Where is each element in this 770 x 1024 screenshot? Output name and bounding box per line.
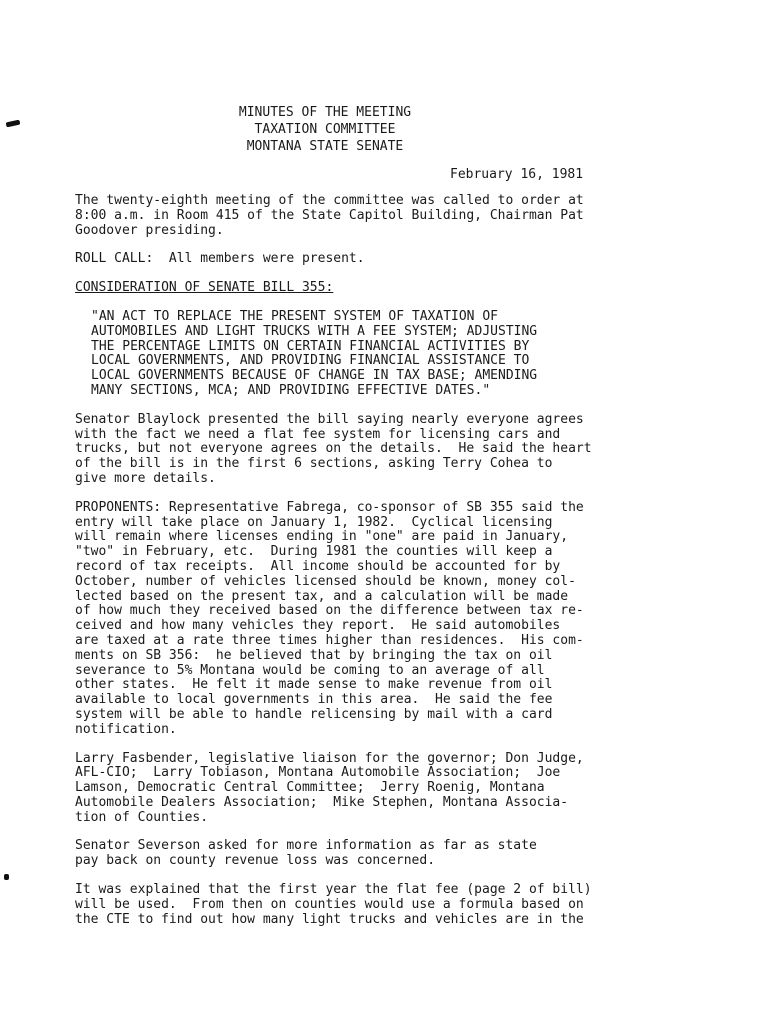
explained-paragraph: It was explained that the first year the flat fee (page 2 of bill) will be used. From then on counties would use a formula based on the CTE to find out how many light trucks and vehicles are in the xyxy=(75,882,592,927)
scan-mark-left-bottom xyxy=(4,874,9,880)
proponents-paragraph: PROPONENTS: Representative Fabrega, co-sponsor of SB 355 said the entry will take place on January 1, 1982. Cyclical licensing will remain where licenses ending in "one" are paid in January, "two" in February, etc. During 1981 the counties will keep a record of tax receipts. All income should be accounted for by October, number of vehicles licensed should be known, money col- lected based on the present tax, and a calculation will be made of how much they received based on the difference between tax re- ceived and how many vehicles they report. He said automobiles are taxed at a rate three times higher than residences. His com- ments on SB 356: he believed that by bringing the tax on oil severance to 5% Montana would be coming to an average of all other states. He felt it made sense to make revenue from oil available to local governments in this area. He said the fee system will be able to handle relicensing by mail with a card notification. xyxy=(75,499,584,737)
section-heading-sb355: CONSIDERATION OF SENATE BILL 355: xyxy=(75,280,334,296)
header-line-minutes: MINUTES OF THE MEETING xyxy=(238,105,412,120)
header-line-senate: MONTANA STATE SENATE xyxy=(246,139,404,154)
bill-title-quote: "AN ACT TO REPLACE THE PRESENT SYSTEM OF TAXATION OF AUTOMOBILES AND LIGHT TRUCKS WITH A FEE SYSTEM; ADJUSTING THE PERCENTAGE LIMITS ON CERTAIN FINANCIAL ACTIVITIES BY LOCAL GOVERNMENTS, AND PROVIDING FINANCIAL ASSISTANCE TO LOCAL GOVERNMENTS BECAUSE OF CHANGE IN TAX BASE; AMENDING MANY SECTIONS, MCA; AND PROVIDING EFFECTIVE DATES." xyxy=(91,308,538,398)
header-line-committee: TAXATION COMMITTEE xyxy=(254,122,396,137)
opening-paragraph: The twenty-eighth meeting of the committee was called to order at 8:00 a.m. in Room 415 of the State Capitol Building, Chairman Pat Goodover presiding. xyxy=(75,193,584,238)
supporters-paragraph: Larry Fasbender, legislative liaison for the governor; Don Judge, AFL-CIO; Larry Tobiason, Montana Automobile Association; Joe Lamson, Democratic Central Committee; Jerry Roenig, Montana Automobile Dealers Association; Mike Stephen, Montana Associa- tion of Counties. xyxy=(75,750,584,825)
document-body xyxy=(75,194,685,941)
document-header xyxy=(0,104,650,155)
meeting-date: February 16, 1981 xyxy=(450,167,584,182)
blaylock-paragraph: Senator Blaylock presented the bill saying nearly everyone agrees with the fact we need a flat fee system for licensing cars and trucks, but not everyone agrees on the details. He said the heart of the bill is in the first 6 sections, asking Terry Cohea to give more details. xyxy=(75,411,592,486)
severson-paragraph: Senator Severson asked for more information as far as state pay back on county revenue loss was concerned. xyxy=(75,838,537,869)
roll-call: ROLL CALL: All members were present. xyxy=(75,251,365,267)
